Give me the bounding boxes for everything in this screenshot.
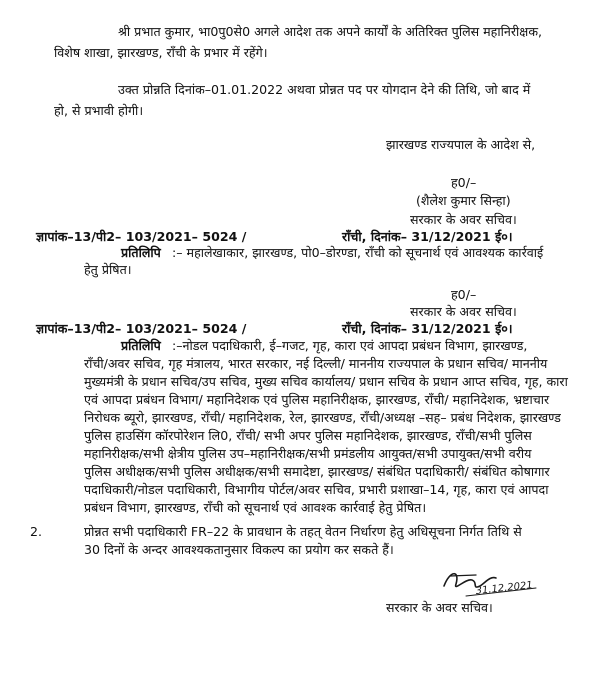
memo1-number: ज्ञापांक–13/पी2– 103/2021– 5024 / xyxy=(36,229,247,244)
handwritten-signature xyxy=(436,566,556,602)
signatory-designation-1: सरकार के अवर सचिव। xyxy=(410,212,517,227)
memo1-copy-label: प्रतिलिपि xyxy=(121,245,161,260)
distribution-line: पुलिस हाउसिंग कॉरपोरेशन लि0, राँची/ सभी अपर पुलिस महानिदेशक, झारखण्ड, राँची/सभी पुलिस xyxy=(84,428,532,443)
distribution-line: राँची/अवर सचिव, गृह मंत्रालय, भारत सरकार, नई दिल्ली/ माननीय राज्यपाल के प्रधान सचिव/ माननीय xyxy=(84,356,548,371)
signatory-name: (शैलेश कुमार सिन्हा) xyxy=(416,193,511,208)
para1-line2: विशेष शाखा, झारखण्ड, राँची के प्रभार में रहेंगे। xyxy=(54,45,268,60)
memo2-date: राँची, दिनांक– 31/12/2021 ई०। xyxy=(342,321,513,336)
memo2-copy-label: प्रतिलिपि xyxy=(121,338,161,353)
distribution-line: पदाधिकारी/नोडल पदाधिकारी, विभागीय पोर्टल/अवर सचिव, प्रभारी प्रशाखा–14, गृह, कारा एवं आपदा xyxy=(84,482,549,497)
memo1-copy-text-1: :– महालेखाकार, झारखण्ड, पो0–डोरण्डा, राँची को सूचनार्थ एवं आवश्यक कार्रवाई xyxy=(172,245,544,260)
memo1-date: राँची, दिनांक– 31/12/2021 ई०। xyxy=(342,229,513,244)
distribution-line: :–नोडल पदाधिकारी, ई–गजट, गृह, कारा एवं आपदा प्रबंधन विभाग, झारखण्ड, xyxy=(172,338,528,353)
distribution-line: एवं आपदा प्रबंधन विभाग/ महानिदेशक एवं पुलिस महानिरीक्षक, झारखण्ड, राँची/ महानिदेशक, भ्रष्टाचार xyxy=(84,392,550,407)
para2-line1: उक्त प्रोन्नति दिनांक–01.01.2022 अथवा प्रोन्नत पद पर योगदान देने की तिथि, जो बाद में xyxy=(118,82,531,97)
handwritten-date: 31.12.2021 xyxy=(475,580,534,597)
distribution-line: पुलिस अधीक्षक/सभी पुलिस अधीक्षक/सभी समादेष्टा, झारखण्ड/ संबंधित पदाधिकारी/ संबंधित कोषागार xyxy=(84,464,550,479)
memo1-copy-text-2: हेतु प्रेषित। xyxy=(84,262,132,277)
distribution-line: निरोधक ब्यूरो, झारखण्ड, राँची/ महानिदेशक, रेल, झारखण्ड, राँची/अध्यक्ष –सह– प्रबंध निदेशक, झारखण्ड xyxy=(84,410,561,425)
distribution-line: प्रबंधन विभाग, झारखण्ड, राँची को सूचनार्थ एवं आवश्क कार्रवाई हेतु प्रेषित। xyxy=(84,500,427,515)
final-signatory-designation: सरकार के अवर सचिव। xyxy=(386,600,493,615)
para1-line1: श्री प्रभात कुमार, भा0पु0से0 अगले आदेश तक अपने कार्यों के अतिरिक्त पुलिस महानिरीक्षक, xyxy=(118,24,542,39)
sd-mark-1: ह0/– xyxy=(451,175,477,190)
point2-line1: प्रोन्नत सभी पदाधिकारी FR–22 के प्रावधान के तहत् वेतन निर्धारण हेतु अधिसूचना निर्गत तिथि से xyxy=(84,524,522,539)
distribution-line: मुख्यमंत्री के प्रधान सचिव/उप सचिव, मुख्य सचिव कार्यालय/ प्रधान सचिव के प्रधान आप्त सचिव, गृह, कारा xyxy=(84,374,568,389)
point2-number: 2. xyxy=(30,524,43,539)
point2-line2: 30 दिनों के अन्दर आवश्यकतानुसार विकल्प का प्रयोग कर सकते हैं। xyxy=(84,542,394,557)
sd-mark-2: ह0/– xyxy=(451,287,477,302)
memo2-number: ज्ञापांक–13/पी2– 103/2021– 5024 / xyxy=(36,321,247,336)
signatory-designation-2: सरकार के अवर सचिव। xyxy=(410,304,517,319)
distribution-line: महानिरीक्षक/सभी क्षेत्रीय पुलिस उप–महानिरीक्षक/सभी प्रमंडलीय आयुक्त/सभी उपायुक्त/सभी वरीय xyxy=(84,446,532,461)
para2-line2: हो, से प्रभावी होगी। xyxy=(54,103,144,118)
order-line: झारखण्ड राज्यपाल के आदेश से, xyxy=(386,137,536,152)
